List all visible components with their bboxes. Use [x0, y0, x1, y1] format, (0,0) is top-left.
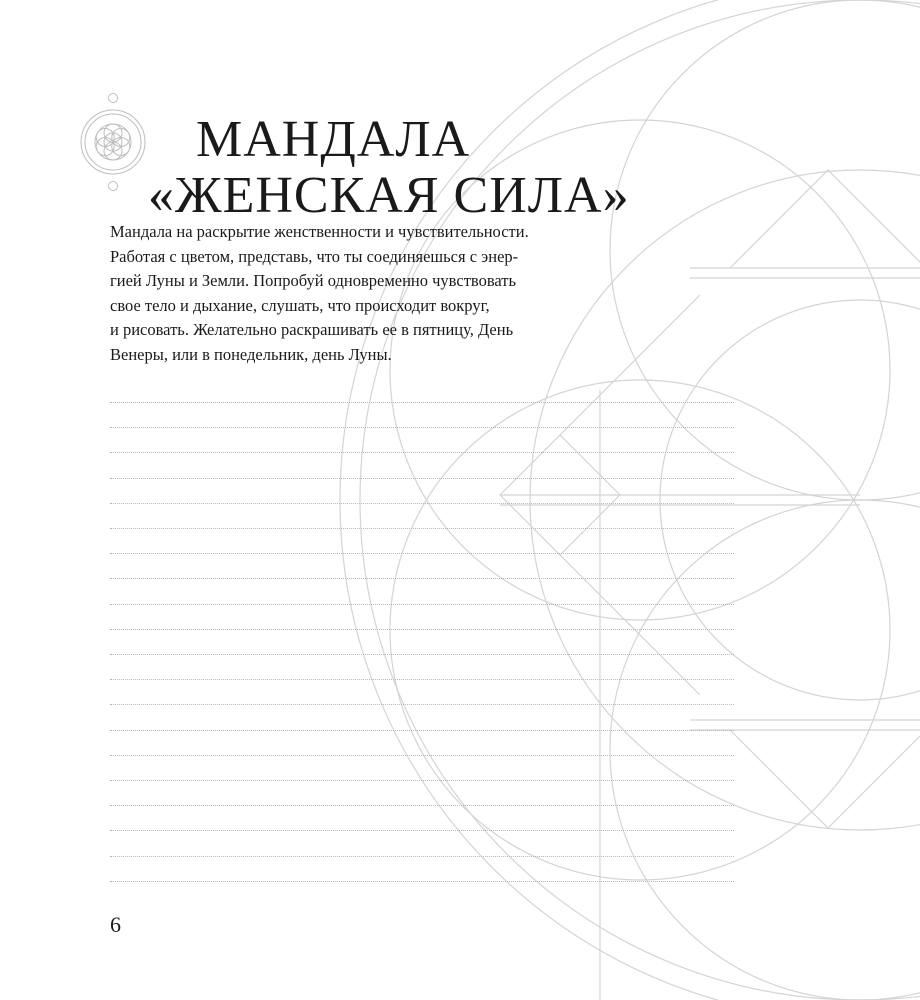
ruled-writing-line[interactable]: [110, 654, 734, 655]
intro-line: свое тело и дыхание, слушать, что происходит вокруг,: [110, 295, 490, 315]
page-number: 6: [110, 912, 121, 937]
ruled-writing-line[interactable]: [110, 629, 734, 630]
page-title-line-1: МАНДАЛА: [196, 111, 471, 168]
ruled-writing-line[interactable]: [110, 730, 734, 731]
ruled-writing-line[interactable]: [110, 704, 734, 705]
intro-line: Венеры, или в понедельник, день Луны.: [110, 344, 392, 364]
intro-line: гией Луны и Земли. Попробуй одновременно чувствовать: [110, 271, 517, 290]
ruled-writing-line[interactable]: [110, 881, 734, 882]
ruled-writing-line[interactable]: [110, 553, 734, 554]
ruled-writing-line[interactable]: [110, 780, 734, 781]
ruled-writing-line[interactable]: [110, 452, 734, 453]
intro-line: и рисовать. Желательно раскрашивать ее в пятницу, День: [110, 320, 514, 339]
ruled-writing-line[interactable]: [110, 528, 734, 529]
ruled-writing-line[interactable]: [110, 578, 734, 579]
page-title-line-2: «ЖЕНСКАЯ СИЛА»: [148, 167, 630, 224]
ruled-writing-line[interactable]: [110, 604, 734, 605]
intro-paragraph: [110, 220, 590, 367]
ruled-writing-line[interactable]: [110, 805, 734, 806]
ruled-writing-line[interactable]: [110, 830, 734, 831]
mandala-petal-circle: [610, 500, 920, 1000]
ruled-writing-line[interactable]: [110, 755, 734, 756]
mandala-petal-circle: [610, 0, 920, 500]
ruled-writing-line[interactable]: [110, 427, 734, 428]
flower-of-life-emblem-icon: [78, 92, 148, 192]
intro-line: Работая с цветом, представь, что ты соединяешься с энер-: [110, 246, 519, 266]
ruled-writing-line[interactable]: [110, 402, 734, 403]
ruled-writing-line[interactable]: [110, 503, 734, 504]
ruled-writing-line[interactable]: [110, 679, 734, 680]
ruled-writing-line[interactable]: [110, 478, 734, 479]
ruled-writing-line[interactable]: [110, 856, 734, 857]
intro-line: Мандала на раскрытие женственности и чувствительности.: [110, 222, 529, 241]
mandala-petal-circle: [660, 300, 920, 700]
